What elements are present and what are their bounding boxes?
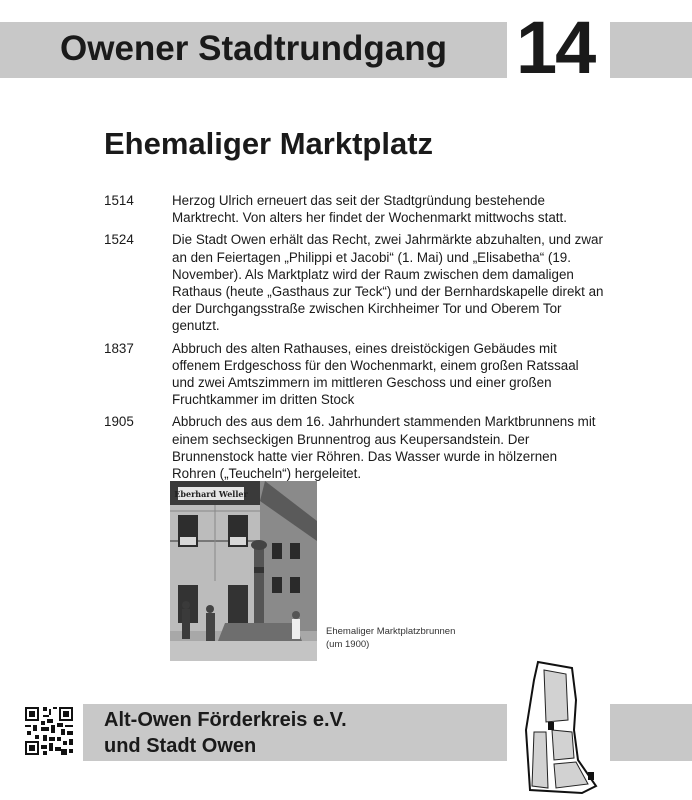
timeline-year: 1514 [104,193,134,208]
photo-caption-line: (um 1900) [326,639,370,650]
header-title: Owener Stadtrundgang [60,29,447,68]
header-right-band [610,22,692,78]
photo-caption-line: Ehemaliger Marktplatzbrunnen [326,626,456,637]
photo-sign-text: Eberhard Weller [174,489,248,499]
town-map-icon [520,660,600,795]
timeline-text: Herzog Ulrich erneuert das seit der Stadtgründung bestehende Marktrecht. Von alters her findet der Wochenmarkt mittwochs statt. [172,193,567,226]
qr-code-icon [23,705,75,757]
footer-right-band [610,704,692,761]
timeline-entry [104,231,604,334]
footer-text [104,707,347,759]
timeline-year: 1837 [104,340,134,356]
timeline-year: 1905 [104,414,134,430]
timeline [104,192,604,487]
timeline-text: Die Stadt Owen erhält das Recht, zwei Jahrmärkte abzuhalten, und zwar an den Feiertagen „Philippi et Jacobi“ (1. Mai) und „Elisabetha“ (19. November). Als Marktplatz wird der Raum zwischen dem damaligen Rathaus (heute „Gasthaus zur Teck“) und der Bernhardskapelle direkt an der Durchgangsstraße zwischen Kirchheimer Tor und Oberem Tor genutzt. [172,232,604,334]
timeline-year: 1524 [104,232,134,248]
timeline-entry [104,340,604,409]
page-title: Ehemaliger Marktplatz [104,126,434,161]
timeline-text: Abbruch des alten Rathauses, eines dreistöckigen Gebäudes mit offenem Erdgeschoss für den Wochenmarkt, einem großen Ratssaal und zwei Amtszimmern im mittleren Geschoss und einer großen Fruchtkammer im dritten Stock [172,340,579,408]
footer-line: Alt-Owen Förderkreis e.V. [104,709,347,731]
historic-photo [170,481,317,661]
historic-photo-drawing [170,481,317,661]
timeline-entry [104,413,604,482]
photo-caption [326,625,455,651]
timeline-text: Abbruch des aus dem 16. Jahrhundert stammenden Marktbrunnens mit einem sechseckigen Brunnentrog aus Keupersandstein. Der Brunnenstock hatte vier Röhren. Das Wasser wurde in hölzernen Rohren („Teucheln“) hergeleitet. [172,414,596,482]
station-number: 14 [516,6,595,89]
timeline-entry [104,192,604,226]
footer-line: und Stadt Owen [104,735,257,757]
